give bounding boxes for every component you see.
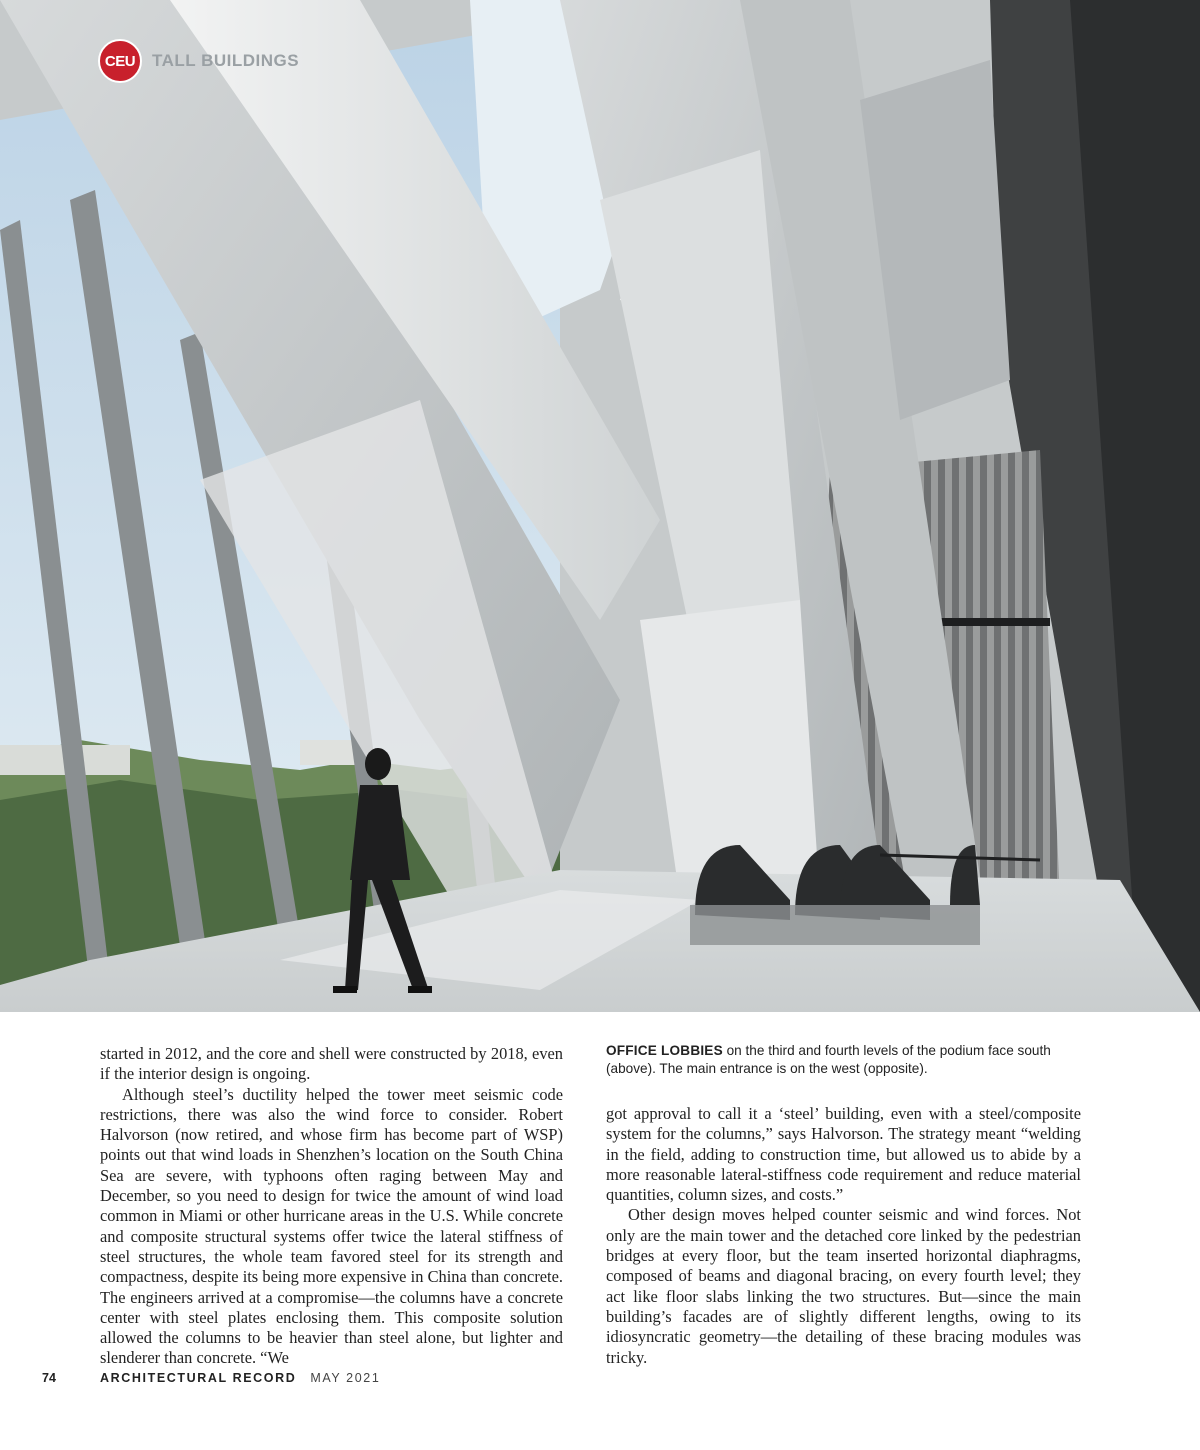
page-number: 74 xyxy=(42,1371,56,1385)
magazine-name: ARCHITECTURAL RECORD xyxy=(100,1371,297,1385)
page-footer xyxy=(42,1371,380,1385)
photo-caption xyxy=(606,1042,1086,1078)
caption-text: on the third and fourth levels of the podium face south (above). The main entrance is on the west (opposite). xyxy=(606,1043,1051,1076)
body-paragraph: started in 2012, and the core and shell were constructed by 2018, even if the interior design is ongoing. xyxy=(100,1044,563,1084)
body-paragraph: got approval to call it a ‘steel’ building, even with a steel/composite system for the columns,” says Halvorson. The strategy meant “welding in the field, adding to construction time, but allowed us to abide by a more reasonable lateral-stiffness code requirement and reduce material quantities, column sizes, and costs.” xyxy=(606,1104,1081,1205)
caption-lead: OFFICE LOBBIES xyxy=(606,1043,723,1058)
body-column-left xyxy=(100,1044,563,1369)
issue-date: MAY 2021 xyxy=(310,1371,381,1385)
body-paragraph: Although steel’s ductility helped the tower meet seismic code restrictions, there was also the wind force to consider. Robert Halvorson (now retired, and whose firm has become part of WSP) points out that wind loads in Shenzhen’s location on the South China Sea are severe, with typhoons often raging between May and December, so you need to design for twice the amount of wind load common in Miami or other hurricane areas in the U.S. While concrete and composite structural systems offer twice the lateral stiffness of steel structures, the whole team favored steel for its strength and compactness, despite its being more expensive in China than concrete. The engineers arrived at a compromise—the columns have a concrete center with steel plates enclosing them. This composite solution allowed the columns to be heavier than steel alone, but lighter and slenderer than concrete. “We xyxy=(100,1084,563,1368)
body-paragraph: Other design moves helped counter seismic and wind forces. Not only are the main tower and the detached core linked by the pedestrian bridges at every floor, but the team inserted horizontal diaphragms, composed of beams and diagonal bracing, on every fourth level; they act like floor slabs linking the two structures. But—since the main building’s facades are of slightly different lengths, owing to its idiosyncratic geometry—the detailing of these bracing modules was tricky. xyxy=(606,1205,1081,1367)
body-column-right xyxy=(606,1104,1081,1368)
section-label: TALL BUILDINGS xyxy=(152,51,300,70)
section-tag xyxy=(98,40,299,82)
ceu-badge: CEU xyxy=(98,39,142,83)
